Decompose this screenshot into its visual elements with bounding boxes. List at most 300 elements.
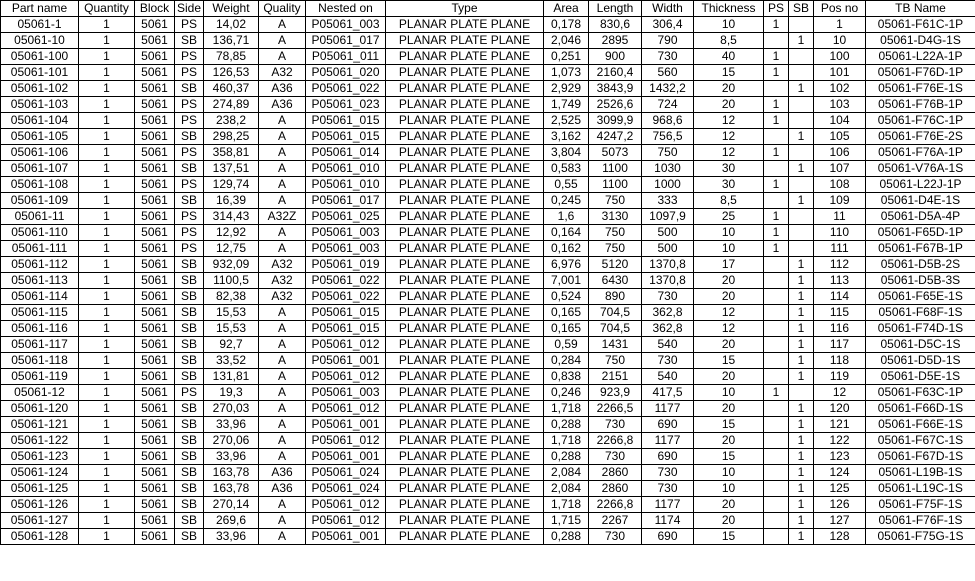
table-cell[interactable]: 05061-111 [1,241,79,257]
table-cell[interactable]: 690 [642,529,694,545]
table-cell[interactable]: 756,5 [642,129,694,145]
table-cell[interactable]: 1 [764,209,789,225]
table-cell[interactable]: 05061-F75G-1S [866,529,975,545]
table-cell[interactable]: 5061 [135,49,175,65]
table-cell[interactable]: A36 [259,465,306,481]
table-cell[interactable]: 5061 [135,449,175,465]
table-cell[interactable]: 05061-F66D-1S [866,401,975,417]
table-cell[interactable]: 932,09 [204,257,259,273]
table-cell[interactable]: 106 [814,145,866,161]
table-cell[interactable]: 122 [814,433,866,449]
table-cell[interactable]: P05061_001 [306,417,386,433]
table-cell[interactable]: A [259,433,306,449]
table-cell[interactable]: A [259,305,306,321]
table-cell[interactable]: 137,51 [204,161,259,177]
table-cell[interactable]: 1 [79,193,135,209]
table-cell[interactable]: 78,85 [204,49,259,65]
table-cell[interactable]: SB [175,33,204,49]
table-cell[interactable]: PS [175,49,204,65]
table-cell[interactable]: 730 [642,481,694,497]
table-cell[interactable]: PLANAR PLATE PLANE [386,401,544,417]
table-cell[interactable]: 05061-F67B-1P [866,241,975,257]
table-cell[interactable]: A36 [259,481,306,497]
table-cell[interactable]: 2160,4 [589,65,642,81]
table-cell[interactable]: 131,81 [204,369,259,385]
table-cell[interactable]: 1,718 [544,497,589,513]
table-cell[interactable]: 333 [642,193,694,209]
table-cell[interactable]: 5061 [135,305,175,321]
table-cell[interactable]: 704,5 [589,305,642,321]
table-cell[interactable]: 136,71 [204,33,259,49]
table-cell[interactable]: 05061-113 [1,273,79,289]
table-cell[interactable]: 270,06 [204,433,259,449]
table-cell[interactable]: 314,43 [204,209,259,225]
table-cell[interactable]: 120 [814,401,866,417]
table-cell[interactable]: P05061_015 [306,305,386,321]
table-cell[interactable]: SB [175,161,204,177]
table-cell[interactable]: 2,046 [544,33,589,49]
table-cell[interactable]: 238,2 [204,113,259,129]
table-cell[interactable]: A [259,513,306,529]
table-cell[interactable]: 0,583 [544,161,589,177]
table-cell[interactable]: 05061-110 [1,225,79,241]
table-cell[interactable]: 1 [789,321,814,337]
table-cell[interactable]: 107 [814,161,866,177]
table-cell[interactable]: 15,53 [204,321,259,337]
table-cell[interactable]: 116 [814,321,866,337]
table-cell[interactable]: 17 [694,257,764,273]
table-cell[interactable]: 05061-120 [1,401,79,417]
table-cell[interactable]: 968,6 [642,113,694,129]
table-cell[interactable]: 1100,5 [204,273,259,289]
table-cell[interactable]: 05061-100 [1,49,79,65]
table-cell[interactable] [764,417,789,433]
table-cell[interactable]: 05061-128 [1,529,79,545]
table-cell[interactable]: 05061-108 [1,177,79,193]
table-cell[interactable]: 103 [814,97,866,113]
table-cell[interactable]: 5061 [135,321,175,337]
table-cell[interactable]: 8,5 [694,193,764,209]
table-cell[interactable]: PS [175,241,204,257]
table-cell[interactable]: 05061-101 [1,65,79,81]
table-cell[interactable]: 1 [764,113,789,129]
table-cell[interactable]: PLANAR PLATE PLANE [386,289,544,305]
table-cell[interactable]: PS [175,97,204,113]
table-cell[interactable]: 20 [694,513,764,529]
table-cell[interactable]: 1 [79,17,135,33]
table-cell[interactable]: 15 [694,417,764,433]
table-cell[interactable] [764,337,789,353]
table-cell[interactable]: 119 [814,369,866,385]
table-cell[interactable]: 560 [642,65,694,81]
table-cell[interactable]: SB [175,465,204,481]
table-cell[interactable]: SB [175,353,204,369]
table-cell[interactable]: A [259,129,306,145]
table-cell[interactable]: 05061-107 [1,161,79,177]
table-cell[interactable]: 05061-V76A-1S [866,161,975,177]
table-cell[interactable]: 1 [764,97,789,113]
table-cell[interactable]: PS [175,113,204,129]
table-cell[interactable]: 1 [789,481,814,497]
table-cell[interactable]: 05061-D5E-1S [866,369,975,385]
table-cell[interactable]: 730 [642,49,694,65]
table-cell[interactable]: 82,38 [204,289,259,305]
table-cell[interactable]: PLANAR PLATE PLANE [386,305,544,321]
table-cell[interactable]: 362,8 [642,321,694,337]
table-cell[interactable]: PLANAR PLATE PLANE [386,529,544,545]
table-cell[interactable]: 0,162 [544,241,589,257]
table-cell[interactable]: 1 [79,129,135,145]
table-cell[interactable] [789,113,814,129]
table-cell[interactable]: 05061-F76C-1P [866,113,975,129]
table-cell[interactable]: 16,39 [204,193,259,209]
table-cell[interactable]: 102 [814,81,866,97]
table-cell[interactable]: 1177 [642,401,694,417]
table-cell[interactable]: P05061_024 [306,465,386,481]
table-cell[interactable]: 05061-117 [1,337,79,353]
table-cell[interactable]: 500 [642,241,694,257]
table-cell[interactable]: P05061_001 [306,449,386,465]
table-cell[interactable]: 1177 [642,433,694,449]
table-cell[interactable]: 15 [694,529,764,545]
table-cell[interactable]: 923,9 [589,385,642,401]
table-cell[interactable]: 0,288 [544,529,589,545]
table-cell[interactable]: A [259,417,306,433]
table-cell[interactable]: P05061_012 [306,433,386,449]
table-cell[interactable]: 05061-127 [1,513,79,529]
table-cell[interactable]: SB [175,497,204,513]
table-cell[interactable]: 05061-114 [1,289,79,305]
table-cell[interactable]: 124 [814,465,866,481]
table-cell[interactable]: P05061_024 [306,481,386,497]
table-cell[interactable]: PLANAR PLATE PLANE [386,449,544,465]
table-cell[interactable]: 1 [79,241,135,257]
table-cell[interactable]: 125 [814,481,866,497]
table-cell[interactable]: P05061_001 [306,529,386,545]
table-cell[interactable]: 3843,9 [589,81,642,97]
table-cell[interactable]: 5061 [135,369,175,385]
table-cell[interactable]: SB [175,529,204,545]
table-cell[interactable]: A [259,385,306,401]
table-cell[interactable]: 730 [589,417,642,433]
table-cell[interactable]: PLANAR PLATE PLANE [386,417,544,433]
table-cell[interactable]: 3,162 [544,129,589,145]
table-cell[interactable]: 05061-F76F-1S [866,513,975,529]
table-cell[interactable]: 0,251 [544,49,589,65]
column-header[interactable]: Quantity [79,1,135,17]
table-cell[interactable]: 12 [694,321,764,337]
table-cell[interactable] [764,497,789,513]
table-cell[interactable]: PS [175,177,204,193]
table-cell[interactable]: 05061-1 [1,17,79,33]
table-cell[interactable]: 1 [79,417,135,433]
table-cell[interactable]: 05061-F67C-1S [866,433,975,449]
table-cell[interactable]: 5061 [135,17,175,33]
table-cell[interactable]: 05061-L22J-1P [866,177,975,193]
table-cell[interactable]: 1 [79,321,135,337]
table-cell[interactable]: 5061 [135,241,175,257]
table-cell[interactable]: 129,74 [204,177,259,193]
table-cell[interactable]: PS [175,17,204,33]
table-cell[interactable]: 5061 [135,225,175,241]
table-cell[interactable]: 790 [642,33,694,49]
table-cell[interactable]: 298,25 [204,129,259,145]
column-header[interactable]: Nested on [306,1,386,17]
table-cell[interactable]: PLANAR PLATE PLANE [386,193,544,209]
table-cell[interactable]: SB [175,513,204,529]
table-cell[interactable]: P05061_012 [306,369,386,385]
column-header[interactable]: PS [764,1,789,17]
table-cell[interactable]: PLANAR PLATE PLANE [386,225,544,241]
table-cell[interactable]: 1,715 [544,513,589,529]
table-cell[interactable]: SB [175,449,204,465]
table-cell[interactable]: 25 [694,209,764,225]
table-cell[interactable]: SB [175,337,204,353]
table-cell[interactable]: 05061-F63C-1P [866,385,975,401]
table-cell[interactable]: PLANAR PLATE PLANE [386,481,544,497]
table-cell[interactable] [764,257,789,273]
table-cell[interactable]: SB [175,481,204,497]
table-cell[interactable]: 05061-L19B-1S [866,465,975,481]
table-cell[interactable]: SB [175,321,204,337]
table-cell[interactable]: 1 [79,257,135,273]
table-cell[interactable]: 1 [789,497,814,513]
table-cell[interactable]: 5061 [135,257,175,273]
table-cell[interactable]: P05061_012 [306,497,386,513]
table-cell[interactable]: 0,288 [544,417,589,433]
table-cell[interactable]: 1 [79,113,135,129]
table-cell[interactable]: 105 [814,129,866,145]
table-cell[interactable]: 20 [694,97,764,113]
table-cell[interactable]: 1 [764,225,789,241]
table-cell[interactable]: 274,89 [204,97,259,113]
table-cell[interactable]: 100 [814,49,866,65]
table-cell[interactable]: 5061 [135,417,175,433]
table-cell[interactable]: 830,6 [589,17,642,33]
table-cell[interactable]: 6,976 [544,257,589,273]
table-cell[interactable]: 05061-F76D-1P [866,65,975,81]
table-cell[interactable]: 5061 [135,273,175,289]
table-cell[interactable]: 5061 [135,129,175,145]
table-cell[interactable]: 750 [642,145,694,161]
table-cell[interactable]: SB [175,433,204,449]
table-cell[interactable]: 11 [814,209,866,225]
table-cell[interactable]: PLANAR PLATE PLANE [386,369,544,385]
table-cell[interactable]: 724 [642,97,694,113]
table-cell[interactable]: 540 [642,337,694,353]
table-cell[interactable]: PS [175,145,204,161]
table-cell[interactable]: 1 [764,241,789,257]
table-cell[interactable]: SB [175,273,204,289]
table-cell[interactable]: PS [175,65,204,81]
table-cell[interactable]: 05061-125 [1,481,79,497]
table-cell[interactable]: 1 [79,49,135,65]
table-cell[interactable]: 1177 [642,497,694,513]
table-cell[interactable]: 0,165 [544,305,589,321]
table-cell[interactable]: 109 [814,193,866,209]
table-cell[interactable]: PLANAR PLATE PLANE [386,385,544,401]
table-cell[interactable]: 2,929 [544,81,589,97]
table-cell[interactable]: 108 [814,177,866,193]
table-cell[interactable]: P05061_010 [306,177,386,193]
table-cell[interactable]: 1 [814,17,866,33]
table-cell[interactable]: PLANAR PLATE PLANE [386,337,544,353]
table-cell[interactable]: 5061 [135,161,175,177]
table-cell[interactable]: 1 [79,81,135,97]
table-cell[interactable]: P05061_022 [306,273,386,289]
table-cell[interactable]: 1 [789,337,814,353]
table-cell[interactable]: 0,164 [544,225,589,241]
table-cell[interactable]: 1370,8 [642,273,694,289]
table-cell[interactable]: 1,749 [544,97,589,113]
table-cell[interactable]: 1 [79,401,135,417]
table-cell[interactable]: 05061-D4E-1S [866,193,975,209]
table-cell[interactable]: 5061 [135,97,175,113]
table-cell[interactable]: 33,96 [204,529,259,545]
table-cell[interactable]: 15,53 [204,305,259,321]
table-cell[interactable]: P05061_020 [306,65,386,81]
table-cell[interactable]: 5120 [589,257,642,273]
table-cell[interactable]: 05061-D5B-2S [866,257,975,273]
table-cell[interactable]: SB [175,129,204,145]
table-cell[interactable]: 05061-116 [1,321,79,337]
table-cell[interactable]: 1 [79,353,135,369]
table-cell[interactable]: 5061 [135,481,175,497]
table-cell[interactable]: PLANAR PLATE PLANE [386,113,544,129]
table-cell[interactable]: 117 [814,337,866,353]
table-cell[interactable]: 5061 [135,193,175,209]
table-cell[interactable]: SB [175,81,204,97]
column-header[interactable]: TB Name [866,1,975,17]
table-cell[interactable]: 12 [814,385,866,401]
table-cell[interactable]: 0,288 [544,449,589,465]
table-cell[interactable]: 5061 [135,177,175,193]
table-cell[interactable]: 2526,6 [589,97,642,113]
table-cell[interactable]: 730 [642,465,694,481]
table-cell[interactable]: SB [175,305,204,321]
table-cell[interactable]: 05061-124 [1,465,79,481]
table-cell[interactable]: 15 [694,449,764,465]
table-cell[interactable]: 1 [789,401,814,417]
table-cell[interactable]: 2,525 [544,113,589,129]
table-cell[interactable]: 2,084 [544,465,589,481]
table-cell[interactable]: 05061-F65D-1P [866,225,975,241]
table-cell[interactable]: A32 [259,273,306,289]
table-cell[interactable]: 111 [814,241,866,257]
table-cell[interactable]: P05061_010 [306,161,386,177]
table-cell[interactable]: 1,6 [544,209,589,225]
table-cell[interactable]: 1 [764,177,789,193]
table-cell[interactable]: PLANAR PLATE PLANE [386,49,544,65]
table-cell[interactable]: 1 [79,65,135,81]
table-cell[interactable]: 2266,8 [589,433,642,449]
table-cell[interactable] [764,353,789,369]
table-cell[interactable]: 5061 [135,513,175,529]
table-cell[interactable]: PLANAR PLATE PLANE [386,65,544,81]
table-cell[interactable]: P05061_022 [306,81,386,97]
table-cell[interactable]: 2895 [589,33,642,49]
table-cell[interactable]: PLANAR PLATE PLANE [386,513,544,529]
table-cell[interactable]: 1 [79,465,135,481]
table-cell[interactable]: 1370,8 [642,257,694,273]
table-cell[interactable]: 690 [642,417,694,433]
table-cell[interactable]: 05061-10 [1,33,79,49]
table-cell[interactable]: 128 [814,529,866,545]
table-cell[interactable]: PLANAR PLATE PLANE [386,273,544,289]
table-cell[interactable]: 306,4 [642,17,694,33]
table-cell[interactable]: 5061 [135,33,175,49]
table-cell[interactable]: 890 [589,289,642,305]
table-cell[interactable]: 118 [814,353,866,369]
table-cell[interactable]: PLANAR PLATE PLANE [386,497,544,513]
table-cell[interactable]: 14,02 [204,17,259,33]
table-cell[interactable]: 1 [79,145,135,161]
table-cell[interactable]: PS [175,209,204,225]
table-cell[interactable] [789,65,814,81]
table-cell[interactable]: 05061-F67D-1S [866,449,975,465]
table-cell[interactable]: 10 [694,225,764,241]
table-cell[interactable]: 1097,9 [642,209,694,225]
table-cell[interactable]: P05061_012 [306,337,386,353]
table-cell[interactable]: P05061_003 [306,241,386,257]
table-cell[interactable]: A [259,321,306,337]
table-cell[interactable]: 19,3 [204,385,259,401]
table-cell[interactable]: 1 [79,449,135,465]
table-cell[interactable]: P05061_015 [306,321,386,337]
table-cell[interactable]: 1 [764,17,789,33]
table-cell[interactable]: 112 [814,257,866,273]
table-cell[interactable] [764,33,789,49]
table-cell[interactable]: 10 [694,465,764,481]
table-cell[interactable]: 15 [694,353,764,369]
table-cell[interactable]: PLANAR PLATE PLANE [386,17,544,33]
table-cell[interactable]: 4247,2 [589,129,642,145]
table-cell[interactable]: 12,75 [204,241,259,257]
table-cell[interactable]: 05061-109 [1,193,79,209]
table-cell[interactable]: 12 [694,145,764,161]
table-cell[interactable]: 2860 [589,465,642,481]
table-cell[interactable]: 2266,5 [589,401,642,417]
table-cell[interactable]: 0,284 [544,353,589,369]
table-cell[interactable]: 163,78 [204,481,259,497]
table-cell[interactable]: 5061 [135,145,175,161]
table-cell[interactable]: 05061-119 [1,369,79,385]
table-cell[interactable]: 1 [79,177,135,193]
table-cell[interactable]: 05061-F68F-1S [866,305,975,321]
table-cell[interactable]: 2151 [589,369,642,385]
table-cell[interactable]: 1 [79,337,135,353]
table-cell[interactable]: 33,52 [204,353,259,369]
table-cell[interactable] [764,433,789,449]
table-cell[interactable]: 6430 [589,273,642,289]
table-cell[interactable]: 05061-103 [1,97,79,113]
column-header[interactable]: Block [135,1,175,17]
table-cell[interactable]: 10 [694,241,764,257]
table-cell[interactable]: 05061-123 [1,449,79,465]
table-cell[interactable]: 20 [694,81,764,97]
table-cell[interactable] [764,161,789,177]
table-cell[interactable]: PLANAR PLATE PLANE [386,33,544,49]
table-cell[interactable]: PLANAR PLATE PLANE [386,353,544,369]
table-cell[interactable]: 104 [814,113,866,129]
table-cell[interactable]: 20 [694,369,764,385]
column-header[interactable]: SB [789,1,814,17]
table-cell[interactable]: SB [175,417,204,433]
column-header[interactable]: Length [589,1,642,17]
table-cell[interactable]: 2,084 [544,481,589,497]
table-cell[interactable] [764,289,789,305]
table-cell[interactable]: 126 [814,497,866,513]
